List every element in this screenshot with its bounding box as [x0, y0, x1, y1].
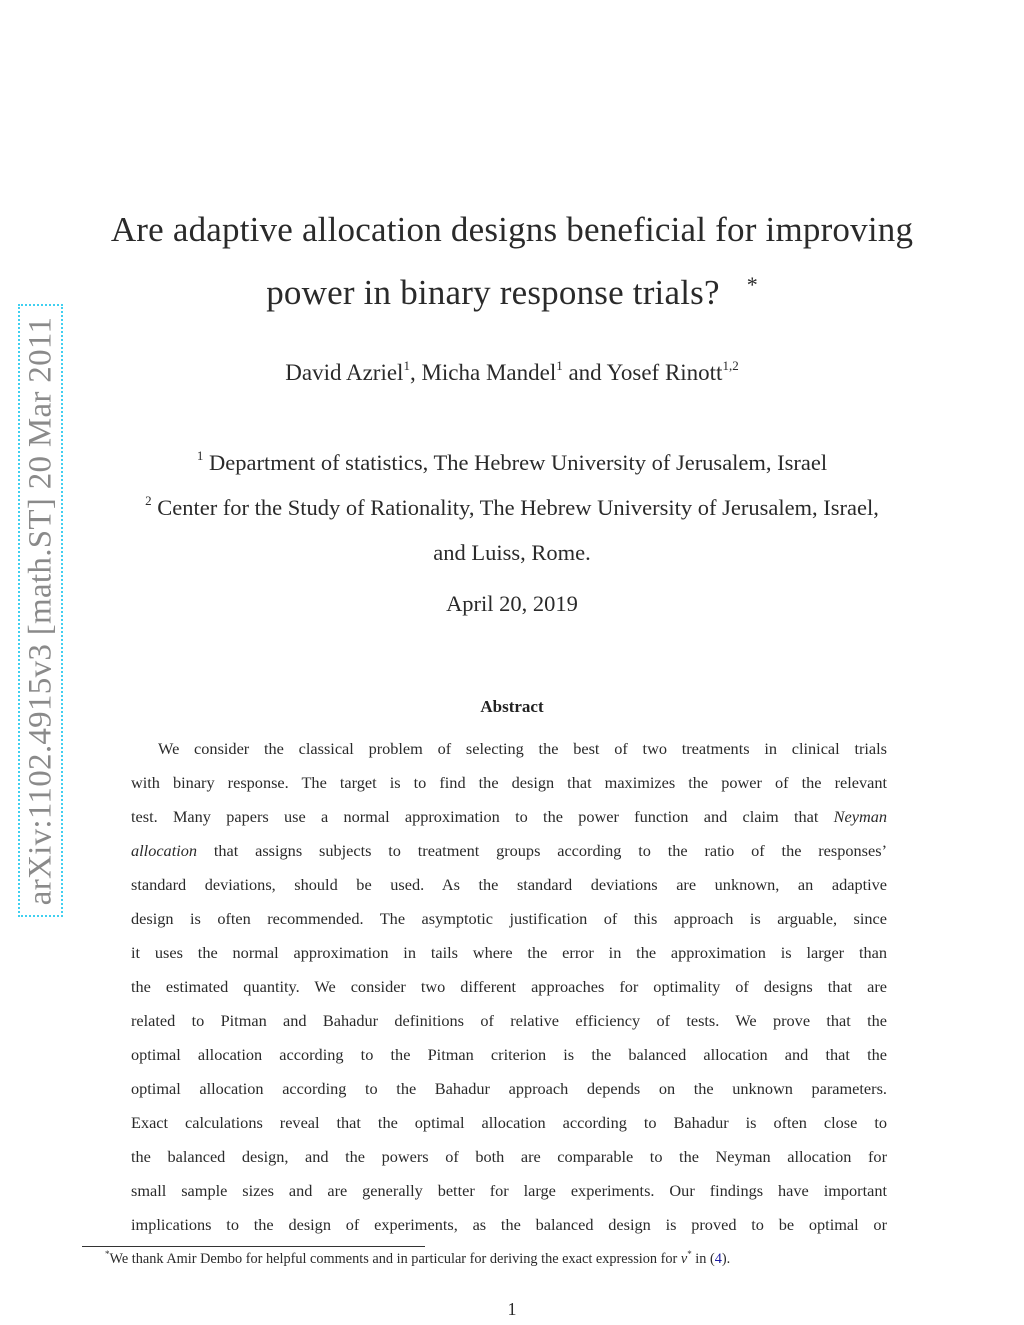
abstract-line: implications to the design of experiments, as the balanced design is proved to be optimal or: [131, 1215, 887, 1234]
abstract-text: test. Many papers use a normal approximation to the power function and claim that: [131, 807, 834, 826]
abstract-emphasis: Neyman: [833, 807, 887, 826]
abstract-line: We consider the classical problem of selecting the best of two treatments in clinical trials: [158, 739, 887, 758]
affiliation-2-continued: and Luiss, Rome.: [433, 540, 591, 565]
author-list: [0, 360, 1024, 386]
footnote-mark: *: [105, 1249, 110, 1259]
abstract-line: small sample sizes and are generally better for large experiments. Our findings have important: [131, 1181, 887, 1200]
abstract-line: [131, 807, 887, 827]
author-rinott: Yosef Rinott: [606, 360, 723, 385]
abstract-line: optimal allocation according to the Pitman criterion is the balanced allocation and that the: [131, 1045, 887, 1064]
author-mandel: Micha Mandel: [421, 360, 557, 385]
abstract-line: [131, 841, 887, 861]
footnote-text: We thank Amir Dembo for helpful comments and in particular for deriving the exact expression for: [109, 1251, 681, 1267]
abstract-line: the estimated quantity. We consider two different approaches for optimality of designs that are: [131, 977, 887, 996]
affiliation-1: [0, 450, 1024, 476]
footnote-symbol: ν: [680, 1251, 688, 1267]
footnote-rule: [82, 1246, 425, 1247]
footnote: [105, 1251, 925, 1268]
title-footnote-mark[interactable]: *: [746, 272, 758, 297]
affiliation-2-mark: 2: [145, 493, 152, 508]
page-number: 1: [507, 1299, 517, 1319]
arxiv-stamp-text: arXiv:1102.4915v3 [math.ST] 20 Mar 2011: [22, 316, 58, 905]
paper-title-line-2-wrap: [0, 273, 1024, 313]
affiliation-2: [0, 495, 1024, 521]
abstract-line: design is often recommended. The asymptotic justification of this approach is arguable, since: [131, 909, 887, 928]
paper-title-line-2: power in binary response trials?: [266, 273, 720, 312]
abstract-line: Exact calculations reveal that the optimal allocation according to Bahadur is often close to: [131, 1113, 887, 1132]
footnote-text-mid: in (: [691, 1251, 715, 1267]
paper-title-line-1: Are adaptive allocation designs beneficial for improving: [110, 210, 914, 249]
abstract-line: optimal allocation according to the Bahadur approach depends on the unknown parameters.: [131, 1079, 887, 1098]
abstract-line: it uses the normal approximation in tails where the error in the approximation is larger than: [131, 943, 887, 962]
affiliation-1-text: Department of statistics, The Hebrew University of Jerusalem, Israel: [208, 450, 828, 475]
abstract-heading: Abstract: [480, 697, 544, 716]
equation-reference-link[interactable]: 4: [714, 1251, 722, 1267]
abstract-line: the balanced design, and the powers of both are comparable to the Neyman allocation for: [131, 1147, 887, 1166]
footnote-text-end: ).: [721, 1251, 731, 1267]
abstract-line: related to Pitman and Bahadur definitions of relative efficiency of tests. We prove that the: [131, 1011, 887, 1030]
abstract-line: with binary response. The target is to find the design that maximizes the power of the relevant: [131, 773, 887, 792]
abstract-text: that assigns subjects to treatment groups according to the ratio of the responses’: [197, 841, 887, 860]
author-separator: ,: [409, 360, 422, 385]
footnote-symbol-sup: *: [687, 1249, 692, 1259]
author-mandel-affil: 1: [556, 358, 563, 373]
abstract-line: standard deviations, should be used. As the standard deviations are unknown, an adaptive: [131, 875, 887, 894]
author-azriel-affil: 1: [403, 358, 410, 373]
affiliation-2-text: Center for the Study of Rationality, The Hebrew University of Jerusalem, Israel,: [157, 495, 879, 520]
date: April 20, 2019: [446, 591, 578, 616]
author-rinott-affil: 1,2: [722, 358, 739, 373]
affiliation-1-mark: 1: [196, 448, 204, 463]
abstract-emphasis: allocation: [131, 841, 198, 860]
author-azriel: David Azriel: [285, 360, 404, 385]
author-separator: and: [562, 360, 607, 385]
